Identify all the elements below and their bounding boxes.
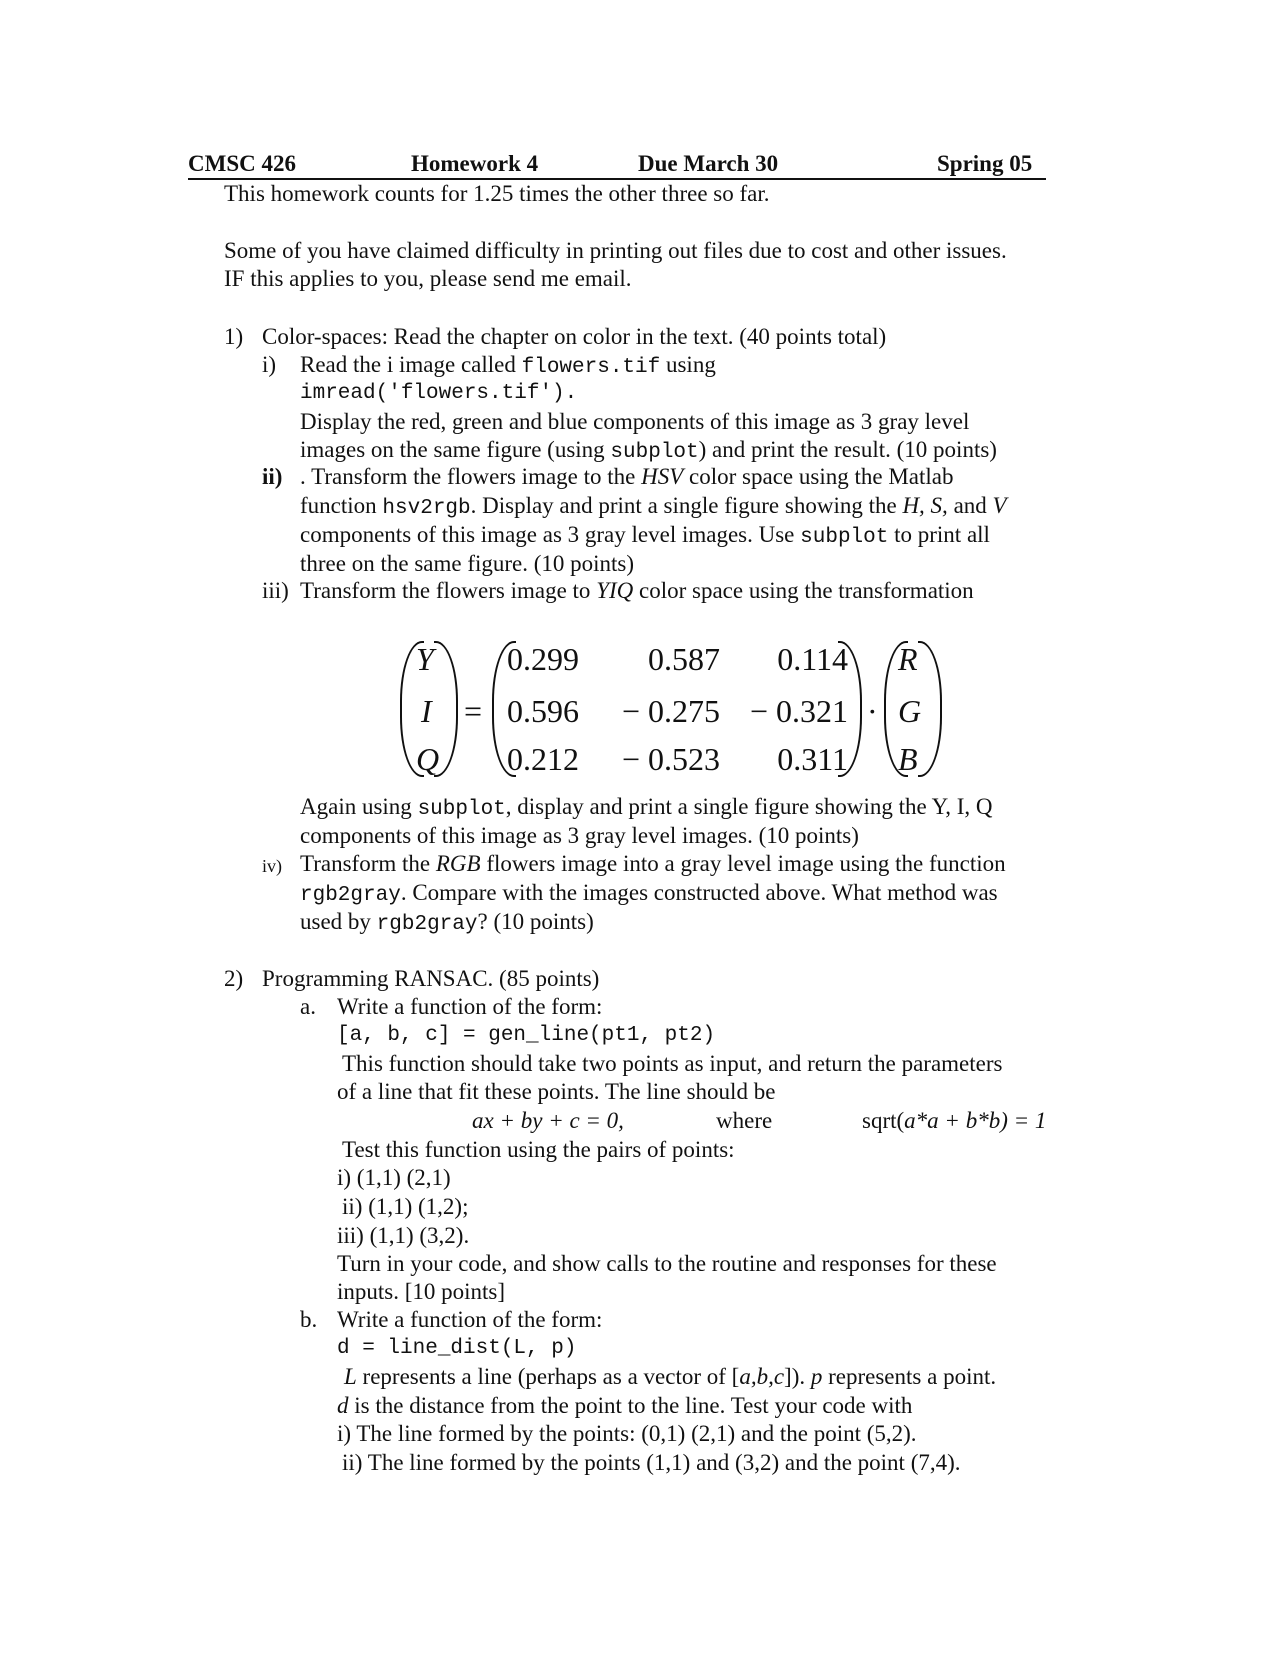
q1-iv-line1 [300,850,1006,878]
q2-b-l: L [344,1364,357,1389]
due-date: Due March 30 [638,151,779,176]
q2-a-line11: inputs. [10 points] [337,1279,506,1304]
q2-a-line4: of a line that fit these points. The line should be [337,1079,776,1104]
lhs-i: I [421,693,432,729]
q1-iv-number: iv) [262,856,282,876]
q2-title: Programming RANSAC. (85 points) [262,966,600,991]
q2-a-line6: Test this function using the pairs of points: [342,1137,735,1162]
q2-a-number: a. [300,994,316,1019]
term: Spring 05 [937,151,1033,176]
rhs-right-paren [918,641,942,777]
q2-b-line3-mid: ]). [784,1364,811,1389]
equals-sign: = [464,693,483,729]
q1-i-imread-code: imread('flowers.tif'). [300,382,578,405]
q1-iii-line1 [300,577,974,605]
intro-print-line1: Some of you have claimed difficulty in printing out files due to cost and other issues. [224,238,1007,263]
q2-a-pair2: ii) (1,1) (1,2); [342,1194,469,1219]
q1-iii-subplot: subplot [417,798,506,821]
q1-iv-line1-text: Transform the [300,851,436,876]
dot-operator: · [867,693,878,729]
q1-iv-line1-tail: flowers image into a gray level image using the function [480,851,1006,876]
q1-ii-v: V [992,493,1007,518]
q1-i-line4-text: images on the same figure (using [300,437,611,462]
q2-a-pair3: iii) (1,1) (3,2). [337,1223,470,1248]
q1-iii-after1-tail: , display and print a single figure showing the Y, I, Q [505,794,993,819]
q1-iii-after1 [300,793,993,824]
m32: − 0.523 [621,741,720,777]
rhs-r: R [898,641,918,677]
q1-i-filename: flowers.tif [521,356,661,379]
q1-title: Color-spaces: Read the chapter on color in the text. (40 points total) [262,324,887,349]
q2-b-code: d = line_dist(L, p) [337,1337,577,1360]
m22: − 0.275 [621,693,720,729]
m12: 0.587 [648,641,720,677]
q1-i-number: i) [262,352,277,377]
intro-weight: This homework counts for 1.25 times the other three so far. [224,181,770,206]
q2-a-code: [a, b, c] = gen_line(pt1, pt2) [337,1024,716,1047]
q1-iii-after2: components of this image as 3 gray level images. (10 points) [300,823,859,848]
q2-b-line4 [337,1392,912,1420]
q1-i-line3: Display the red, green and blue components of this image as 3 gray level [300,409,970,434]
q2-a-where: where [716,1108,773,1133]
q2-b-test1: i) The line formed by the points: (0,1) (2,1) and the point (5,2). [337,1421,917,1446]
rhs-g: G [898,693,922,729]
rhs-b: B [898,741,918,777]
q2-b-line4-text: is the distance from the point to the line. Test your code with [348,1393,913,1418]
q1-iv-rgb2gray-2: rgb2gray [376,913,478,936]
q2-a-constraint-expr: a*a + b*b) = 1 [904,1108,1047,1133]
q1-ii-line4: three on the same figure. (10 points) [300,551,635,576]
q1-ii-line1 [300,463,953,491]
q1-ii-hsv2rgb: hsv2rgb [382,497,471,520]
q1-ii-hsv: HSV [641,464,684,489]
q2-a-equation: ax + by + c = 0, [472,1108,624,1133]
q1-ii-number: ii) [262,464,283,489]
q2-b-d: d [337,1393,349,1418]
q1-iv-rgb: RGB [435,851,481,876]
q1-i-line1-text: Read the i image called [300,352,522,377]
q1-iii-yiq: YIQ [596,578,634,603]
q1-ii-line3-tail: to print all [888,522,990,547]
lhs-q: Q [416,741,440,777]
q1-ii-line2-text: function [300,493,383,518]
q1-ii-subplot: subplot [800,526,889,549]
q1-iv-rgb2gray: rgb2gray [300,884,401,907]
q1-iv-line3-tail: ? (10 points) [477,909,594,934]
m13: 0.114 [777,641,848,677]
q2-a-line3: This function should take two points as input, and return the parameters [342,1051,1003,1076]
lhs-y: Y [416,641,434,677]
q1-iii-line1-tail: color space using the transformation [633,578,974,603]
q1-iii-number: iii) [262,578,289,603]
q2-number: 2) [224,966,244,991]
q2-a-line1: Write a function of the form: [337,994,603,1019]
q1-i-line4-tail: ) and print the result. (10 points) [698,437,997,462]
q1-ii-and: and [947,493,993,518]
q1-iv-line2 [300,879,998,910]
intro-print-line2: IF this applies to you, please send me email. [224,266,632,291]
q1-iii-after1-text: Again using [300,794,418,819]
q2-a-line10: Turn in your code, and show calls to the routine and responses for these [337,1251,997,1276]
q2-a-constraint [862,1107,1046,1135]
q1-iv-line3-text: used by [300,909,377,934]
q2-b-number: b. [300,1307,318,1332]
q1-iv-line2-tail: . Compare with the images constructed above. What method was [400,880,998,905]
q1-number: 1) [224,324,244,349]
m31: 0.212 [507,741,579,777]
m33: 0.311 [777,741,848,777]
q1-ii-hs: H, S, [902,493,948,518]
q2-a-pair1: i) (1,1) (2,1) [337,1165,451,1190]
q1-iii-line1-text: Transform the flowers image to [300,578,597,603]
q2-b-line3-tail: represents a point. [822,1364,997,1389]
m11: 0.299 [507,641,579,677]
q1-iv-line3 [300,908,594,939]
q1-ii-line3-text: components of this image as 3 gray level images. Use [300,522,801,547]
q1-ii-line2 [300,492,1007,523]
assignment-title: Homework 4 [411,151,539,176]
q1-i-line1-tail: using [660,352,716,377]
q1-ii-line1-tail: color space using the Matlab [683,464,954,489]
q2-b-p: p [810,1364,823,1389]
q2-b-line1: Write a function of the form: [337,1307,603,1332]
q1-ii-line3 [300,521,990,552]
q2-b-line3-text: represents a line (perhaps as a vector of [ [356,1364,740,1389]
m21: 0.596 [507,693,579,729]
q2-b-line3 [344,1363,996,1391]
q1-ii-line1-text: . Transform the flowers image to the [300,464,642,489]
q1-i-subplot: subplot [610,441,699,464]
q2-b-abc: a,b,c [739,1364,785,1389]
q1-ii-line2-mid: . Display and print a single figure showing the [470,493,903,518]
q1-i-line1 [300,351,716,382]
m23: − 0.321 [749,693,848,729]
q2-b-test2: ii) The line formed by the points (1,1) and (3,2) and the point (7,4). [342,1450,961,1475]
q2-a-sqrt: sqrt( [862,1108,905,1133]
course-code: CMSC 426 [188,151,296,176]
